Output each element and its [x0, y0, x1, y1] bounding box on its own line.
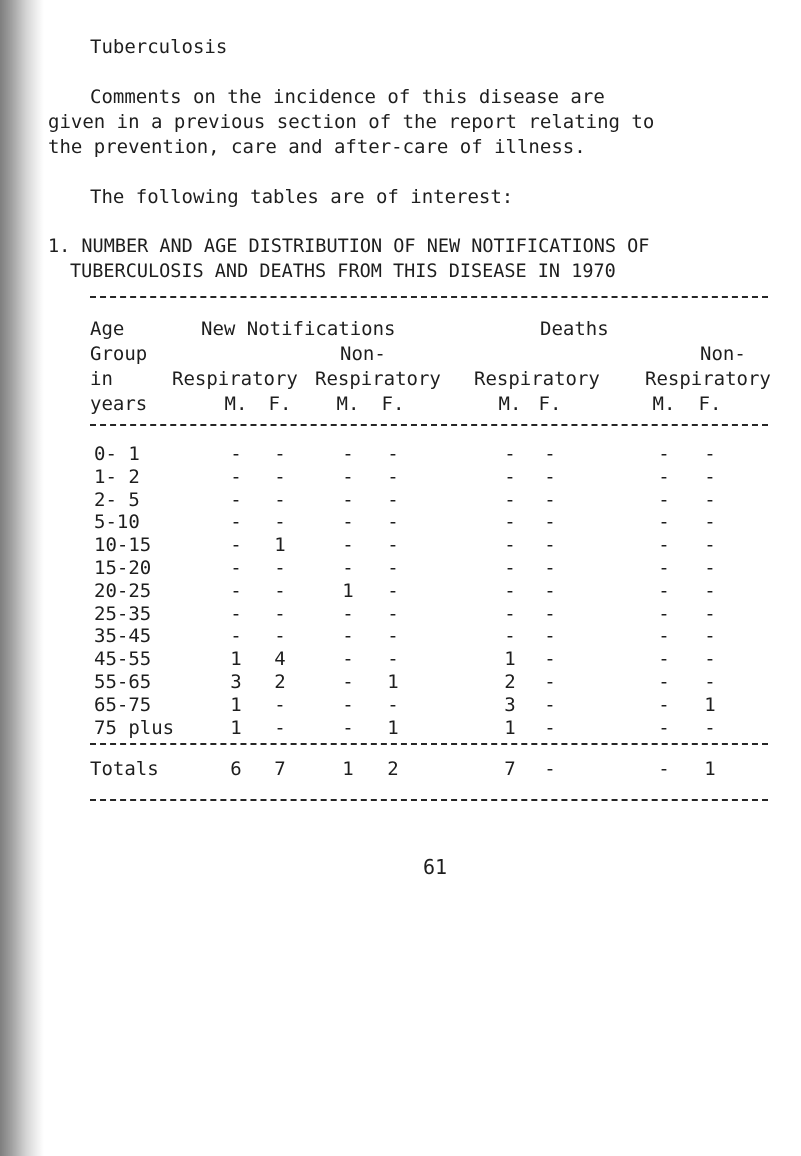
table-cell: 1	[504, 716, 516, 739]
intro-line-3: the prevention, care and after-care of illness.	[48, 136, 586, 158]
table-cell: -	[387, 648, 399, 671]
age-group-label: 2- 5	[94, 488, 140, 511]
totals-cell: 1	[704, 758, 716, 780]
table-cell: -	[342, 511, 354, 534]
table-cell: -	[230, 465, 242, 488]
table-cell: -	[704, 671, 716, 693]
table-top-rule	[90, 296, 768, 298]
table-cell: -	[504, 465, 516, 488]
totals-cell: 1	[342, 758, 354, 780]
sex-header-cell: F.	[538, 393, 562, 415]
group-deaths: Deaths	[540, 318, 609, 340]
table-cell: -	[387, 534, 399, 557]
table-cell: -	[504, 443, 516, 465]
table-cell: 3	[230, 671, 242, 693]
table-cell: -	[274, 716, 286, 739]
table-cell: -	[704, 716, 716, 739]
table-cell: -	[504, 602, 516, 625]
sex-header-cell: F.	[268, 393, 292, 415]
table-cell: -	[274, 511, 286, 534]
table-cell: 3	[504, 693, 516, 716]
totals-cell: 7	[504, 758, 516, 780]
totals-cell: 6	[230, 758, 242, 780]
table-cell: -	[704, 443, 716, 465]
header-bottom-rule	[90, 424, 768, 426]
table-cell: 4	[274, 648, 286, 671]
table-cell: -	[658, 693, 670, 716]
table-cell: -	[544, 579, 556, 602]
table-title-line-2: TUBERCULOSIS AND DEATHS FROM THIS DISEASE IN 1970	[70, 261, 616, 282]
table-cell: -	[274, 557, 286, 579]
table-cell: -	[230, 602, 242, 625]
table-cell: -	[704, 511, 716, 534]
table-cell: -	[230, 557, 242, 579]
table-cell: -	[658, 443, 670, 465]
table-cell: -	[704, 465, 716, 488]
sex-header-cell: M.	[652, 393, 676, 415]
age-group-label: 5-10	[94, 511, 140, 534]
table-cell: -	[544, 534, 556, 557]
age-group-label: 10-15	[94, 534, 152, 557]
table-cell: -	[658, 648, 670, 671]
table-cell: -	[342, 671, 354, 693]
age-group-label: 25-35	[94, 602, 152, 625]
non-label-notifications: Non-	[340, 343, 386, 365]
respiratory-label-3: Respiratory	[474, 368, 600, 390]
table-cell: -	[230, 625, 242, 648]
table-cell: -	[704, 602, 716, 625]
table-cell: -	[342, 557, 354, 579]
section-heading: Tuberculosis	[90, 36, 228, 58]
table-cell: -	[658, 625, 670, 648]
sex-header-cell: M.	[336, 393, 360, 415]
table-cell: -	[544, 602, 556, 625]
table-cell: -	[504, 534, 516, 557]
table-cell: -	[544, 671, 556, 693]
intro-line-2: given in a previous section of the report relating to	[48, 111, 655, 133]
table-cell: -	[230, 488, 242, 511]
sex-header-cell: M.	[498, 393, 522, 415]
totals-cell: -	[544, 758, 556, 780]
page-number: 61	[423, 855, 448, 879]
table-cell: -	[230, 579, 242, 602]
table-cell: -	[504, 579, 516, 602]
table-cell: -	[544, 693, 556, 716]
table-cell: -	[387, 693, 399, 716]
table-cell: -	[230, 534, 242, 557]
respiratory-label-4: Respiratory	[645, 368, 771, 390]
table-cell: -	[387, 443, 399, 465]
table-cell: 1	[704, 693, 716, 716]
table-cell: -	[704, 488, 716, 511]
table-cell: -	[274, 693, 286, 716]
table-cell: -	[544, 557, 556, 579]
age-header-3: in	[90, 368, 113, 390]
table-cell: -	[544, 511, 556, 534]
table-cell: -	[342, 443, 354, 465]
table-cell: -	[342, 693, 354, 716]
tables-intro: The following tables are of interest:	[90, 186, 514, 208]
table-cell: -	[387, 511, 399, 534]
table-cell: -	[658, 602, 670, 625]
table-cell: 1	[274, 534, 286, 557]
table-cell: -	[274, 465, 286, 488]
age-group-label: 20-25	[94, 579, 152, 602]
age-header-1: Age	[90, 318, 125, 340]
group-new-notifications: New Notifications	[201, 318, 396, 340]
table-cell: -	[504, 625, 516, 648]
table-cell: -	[704, 579, 716, 602]
table-cell: -	[544, 648, 556, 671]
table-cell: -	[274, 488, 286, 511]
table-cell: 1	[342, 579, 354, 602]
age-group-label: 45-55	[94, 648, 152, 671]
totals-cell: -	[658, 758, 670, 780]
table-cell: -	[387, 602, 399, 625]
table-title-line-1: 1. NUMBER AND AGE DISTRIBUTION OF NEW NOTIFICATIONS OF	[48, 236, 650, 257]
totals-cell: 2	[387, 758, 399, 780]
table-cell: -	[658, 579, 670, 602]
table-cell: -	[544, 625, 556, 648]
age-group-label: 65-75	[94, 693, 152, 716]
table-cell: -	[274, 579, 286, 602]
age-group-label: 55-65	[94, 671, 152, 693]
table-cell: 2	[274, 671, 286, 693]
table-cell: -	[387, 488, 399, 511]
table-cell: -	[342, 465, 354, 488]
table-cell: -	[342, 488, 354, 511]
table-cell: -	[387, 557, 399, 579]
totals-bottom-rule	[90, 799, 768, 801]
respiratory-label-2: Respiratory	[315, 368, 441, 390]
table-cell: -	[658, 534, 670, 557]
table-cell: -	[544, 465, 556, 488]
sex-header-cell: M.	[224, 393, 248, 415]
age-group-label: 35-45	[94, 625, 152, 648]
age-group-label: 75 plus	[94, 716, 175, 739]
table-cell: -	[658, 716, 670, 739]
table-cell: 1	[504, 648, 516, 671]
table-cell: -	[544, 488, 556, 511]
table-cell: -	[658, 488, 670, 511]
age-header-2: Group	[90, 343, 148, 365]
table-cell: -	[658, 557, 670, 579]
table-cell: -	[704, 625, 716, 648]
age-group-label: 15-20	[94, 557, 152, 579]
table-cell: -	[387, 625, 399, 648]
table-cell: 1	[230, 693, 242, 716]
table-cell: 1	[387, 671, 399, 693]
table-cell: 1	[230, 716, 242, 739]
table-cell: 1	[387, 716, 399, 739]
table-cell: -	[387, 465, 399, 488]
table-cell: -	[504, 557, 516, 579]
table-cell: -	[544, 716, 556, 739]
table-cell: -	[230, 511, 242, 534]
table-cell: -	[342, 625, 354, 648]
totals-top-rule	[90, 743, 768, 745]
table-cell: -	[658, 671, 670, 693]
table-cell: -	[544, 443, 556, 465]
table-cell: -	[704, 648, 716, 671]
totals-cell: 7	[274, 758, 286, 780]
table-cell: 1	[230, 648, 242, 671]
non-label-deaths: Non-	[700, 343, 746, 365]
table-cell: -	[230, 443, 242, 465]
table-cell: -	[342, 534, 354, 557]
table-cell: -	[274, 625, 286, 648]
table-cell: -	[342, 716, 354, 739]
age-group-label: 0- 1	[94, 443, 140, 465]
table-cell: -	[704, 534, 716, 557]
table-cell: -	[504, 488, 516, 511]
age-group-label: 1- 2	[94, 465, 140, 488]
sex-header-cell: F.	[381, 393, 405, 415]
sex-header-cell: F.	[698, 393, 722, 415]
respiratory-label-1: Respiratory	[172, 368, 298, 390]
table-cell: -	[658, 511, 670, 534]
table-cell: -	[342, 648, 354, 671]
table-cell: -	[342, 602, 354, 625]
table-cell: -	[658, 465, 670, 488]
table-cell: -	[274, 602, 286, 625]
totals-label: Totals	[90, 758, 159, 780]
intro-line-1: Comments on the incidence of this disease are	[90, 86, 605, 108]
table-cell: -	[274, 443, 286, 465]
table-cell: 2	[504, 671, 516, 693]
age-header-4: years	[90, 393, 148, 415]
table-cell: -	[387, 579, 399, 602]
table-cell: -	[504, 511, 516, 534]
table-cell: -	[704, 557, 716, 579]
